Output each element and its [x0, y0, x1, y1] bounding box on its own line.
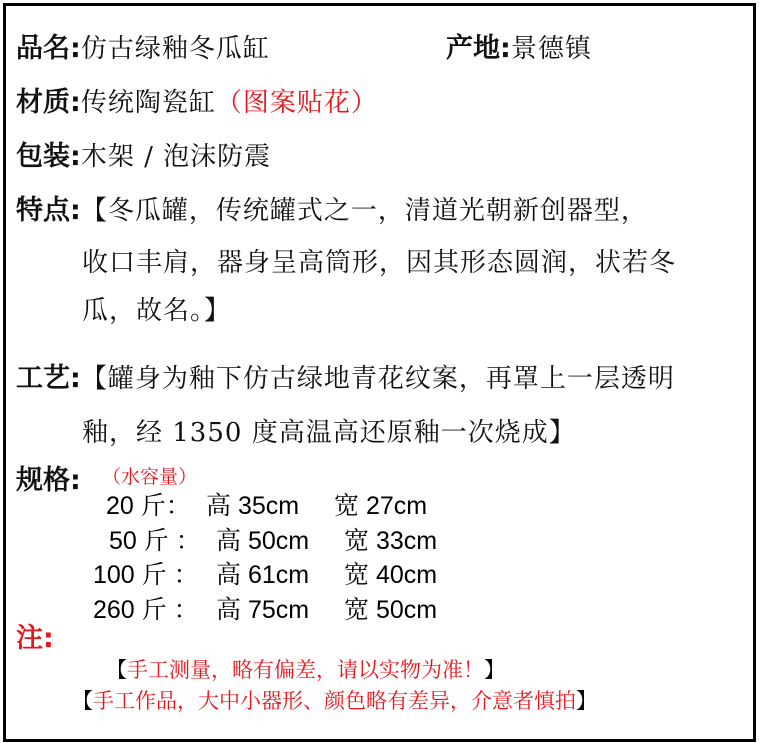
craft-row: [16, 356, 675, 395]
spec-width-2: 宽 33cm: [344, 527, 438, 555]
features-line-2: 收口丰肩，器身呈高筒形，因其形态圆润，状若冬: [82, 248, 677, 278]
notice-label: 注:: [16, 623, 54, 654]
spec-width-4: 宽 50cm: [344, 596, 438, 624]
notice-line-2: [72, 685, 597, 715]
specs-row: [16, 458, 81, 497]
craft-line-2: 釉，经 1350 度高温高还原釉一次烧成】: [82, 418, 576, 448]
features-line-1: 【冬瓜罐，传统罐式之一，清道光朝新创器型，: [80, 196, 648, 226]
features-row: [16, 188, 648, 227]
notice-line-2-close: 】: [576, 689, 597, 713]
features-line-3: 瓜，故名。】: [82, 296, 232, 326]
name-row: [16, 26, 270, 65]
notice-line-2-text: 手工作品，大中小器形、颜色略有差异，介意者慎拍: [93, 689, 576, 713]
packing-row: [16, 134, 271, 173]
material-note: （图案贴花）: [215, 88, 378, 118]
specs-label: 规格:: [16, 465, 81, 496]
notice-line-1: [106, 654, 505, 684]
notice-line-1-open: 【: [106, 658, 127, 682]
product-info-card: [3, 3, 756, 742]
features-label: 特点:: [16, 195, 81, 226]
notice-line-2-open: 【: [72, 689, 93, 713]
origin-label: 产地:: [446, 33, 511, 64]
origin-value: 景德镇: [510, 34, 592, 64]
material-value: 传统陶瓷缸: [80, 88, 216, 118]
spec-width-3: 宽 40cm: [344, 561, 438, 589]
notice-line-1-close: 】: [484, 658, 505, 682]
name-label: 品名:: [16, 33, 81, 64]
spec-height-4: 高 75cm: [216, 596, 310, 624]
spec-weight-3: 100 斤 ：: [93, 561, 199, 589]
spec-weight-1: 20 斤：: [106, 492, 191, 520]
craft-label: 工艺:: [16, 363, 81, 394]
material-row: [16, 80, 378, 119]
packing-label: 包装:: [16, 141, 81, 172]
spec-height-2: 高 50cm: [216, 527, 310, 555]
material-label: 材质:: [16, 87, 81, 118]
origin-row: [446, 26, 592, 65]
spec-height-3: 高 61cm: [216, 561, 310, 589]
notice-line-1-text: 手工测量，略有偏差，请以实物为准！: [127, 658, 484, 682]
craft-line-1: 【罐身为釉下仿古绿地青花纹案，再罩上一层透明: [80, 364, 675, 394]
name-value: 仿古绿釉冬瓜缸: [80, 34, 270, 64]
packing-value: 木架 / 泡沫防震: [80, 142, 272, 172]
spec-height-1: 高 35cm: [206, 492, 300, 520]
specs-note: （水容量）: [102, 466, 198, 488]
spec-weight-4: 260 斤 ：: [93, 596, 199, 624]
spec-weight-2: 50 斤 ：: [109, 527, 201, 555]
spec-width-1: 宽 27cm: [334, 492, 428, 520]
